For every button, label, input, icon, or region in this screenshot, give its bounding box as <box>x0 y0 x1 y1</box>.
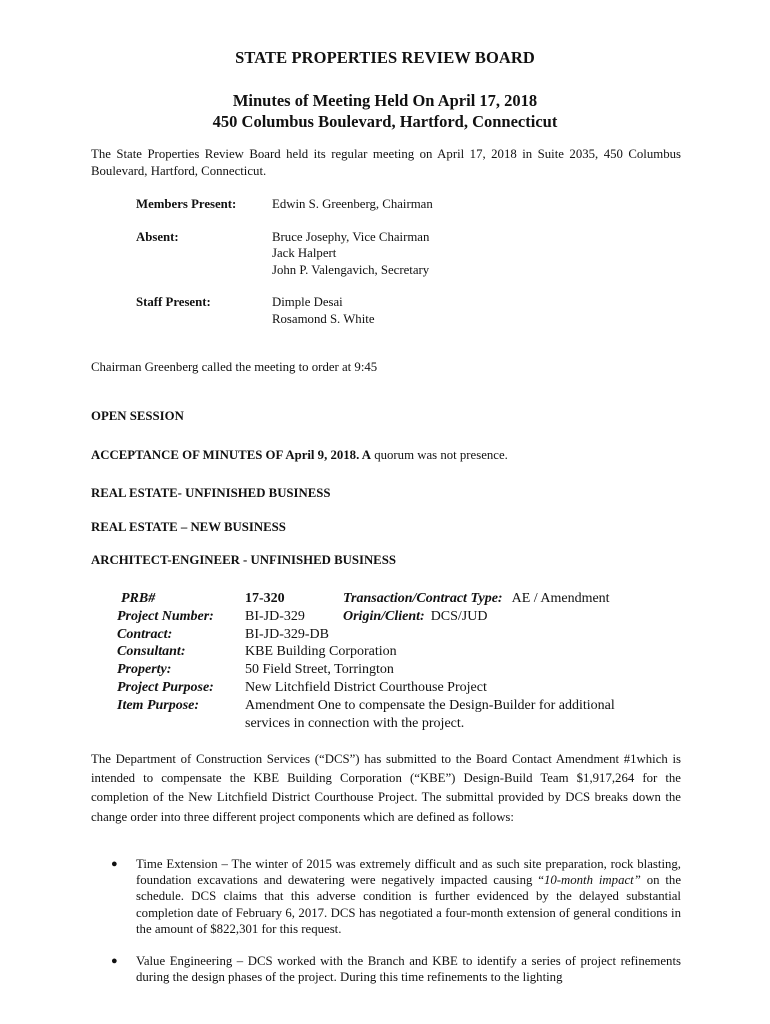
list-item <box>91 856 681 937</box>
bullet-icon: ● <box>111 858 118 870</box>
contract-type-value: AE / Amendment <box>511 591 610 606</box>
project-purpose-label: Project Purpose: <box>117 679 214 695</box>
project-row-property <box>117 661 645 679</box>
member-name: Edwin S. Greenberg, Chairman <box>272 197 433 211</box>
project-row-purpose <box>117 679 645 697</box>
document-subtitle <box>0 90 770 132</box>
meeting-address-line: 450 Columbus Boulevard, Hartford, Connecticut <box>212 112 558 131</box>
members-present-label: Members Present: <box>136 197 237 211</box>
project-row-consultant <box>117 643 645 661</box>
staff-name: Rosamond S. White <box>272 311 375 326</box>
contract-label: Contract: <box>117 626 173 642</box>
list-item <box>91 953 681 985</box>
call-to-order: Chairman Greenberg called the meeting to order at 9:45 <box>91 360 378 374</box>
consultant-value: KBE Building Corporation <box>245 644 397 660</box>
bullet-text <box>136 856 681 937</box>
bullet-text-part: Time Extension – The winter of 2015 was extremely difficult and as such site preparation, rock blasting, foundation excavations and dewatering were negatively impacted causing “ <box>136 857 681 888</box>
bullet-list <box>91 856 681 1001</box>
acceptance-text: quorum was not presence. <box>371 448 508 462</box>
absent-name: Jack Halpert <box>272 246 337 260</box>
bullet-text-part: on the schedule. DCS claims that this adverse condition is further evidenced by the delayed substantial completion date of February 6, 2017. DCS has negotiated a four-month extension of general conditions in the amount of $822,301 for this request. <box>136 873 681 936</box>
section-real-estate-unfinished: REAL ESTATE- UNFINISHED BUSINESS <box>91 486 331 500</box>
acceptance-of-minutes <box>91 447 508 464</box>
section-open-session: OPEN SESSION <box>91 409 184 423</box>
bullet-text: Value Engineering – DCS worked with the Branch and KBE to identify a series of project refinements during the design phases of the project. During this time refinements to the lighting <box>136 954 681 985</box>
staff-present-group <box>136 294 433 327</box>
intro-paragraph: The State Properties Review Board held its regular meeting on April 17, 2018 in Suite 2035, 450 Columbus Boulevard, Hartford, Connecticut. <box>91 147 681 178</box>
absent-name: Bruce Josephy, Vice Chairman <box>272 229 430 244</box>
item-purpose-line: services in connection with the project. <box>245 715 465 731</box>
section-real-estate-new: REAL ESTATE – NEW BUSINESS <box>91 520 286 534</box>
item-purpose-value <box>245 697 645 733</box>
prb-value: 17-320 <box>245 591 285 606</box>
item-purpose-label: Item Purpose: <box>117 697 200 713</box>
bullet-icon: ● <box>111 955 118 968</box>
origin-client-value: DCS/JUD <box>430 608 488 624</box>
property-label: Property: <box>117 662 172 678</box>
project-number-value: BI-JD-329 <box>245 608 305 624</box>
members-present-list <box>272 196 433 213</box>
absent-label: Absent: <box>136 229 179 244</box>
staff-present-list <box>272 294 375 327</box>
absent-name: John P. Valengavich, Secretary <box>272 262 430 277</box>
attendance-block <box>136 196 433 327</box>
project-purpose-value: New Litchfield District Courthouse Project <box>245 679 487 695</box>
property-value: 50 Field Street, Torrington <box>245 662 394 678</box>
project-details <box>117 590 645 732</box>
section-ae-unfinished: ARCHITECT-ENGINEER - UNFINISHED BUSINESS <box>91 553 396 567</box>
consultant-label: Consultant: <box>117 644 186 660</box>
project-row-prb <box>117 590 645 608</box>
origin-client-label: Origin/Client: <box>343 608 425 624</box>
meeting-date-line: Minutes of Meeting Held On April 17, 2018 <box>232 91 538 110</box>
absent-group <box>136 229 433 279</box>
body-paragraph: The Department of Construction Services (“DCS”) has submitted to the Board Contact Amendment #1which is intended to compensate the KBE Building Corporation (“KBE”) Design-Build Team $1,917,264 for the completion of the New Litchfield District Courthouse Project. The submittal provided by DCS breaks down the change order into three different project components which are defined as follows: <box>91 752 681 824</box>
absent-list <box>272 229 429 279</box>
staff-present-label: Staff Present: <box>136 295 211 309</box>
document-title: STATE PROPERTIES REVIEW BOARD <box>235 48 535 67</box>
members-present-group <box>136 196 433 213</box>
acceptance-heading: ACCEPTANCE OF MINUTES OF April 9, 2018. A <box>91 448 372 462</box>
prb-label: PRB# <box>121 591 156 606</box>
project-row-item <box>117 697 645 733</box>
staff-name: Dimple Desai <box>272 295 343 309</box>
contract-type-label: Transaction/Contract Type: <box>343 591 503 606</box>
project-number-label: Project Number: <box>117 608 214 624</box>
bullet-text-emphasis: 10-month impact” <box>543 873 641 888</box>
project-row-contract <box>117 626 645 644</box>
project-row-number <box>117 608 645 626</box>
item-purpose-line: Amendment One to compensate the Design-Builder for additional <box>245 697 615 713</box>
contract-value: BI-JD-329-DB <box>245 626 329 642</box>
